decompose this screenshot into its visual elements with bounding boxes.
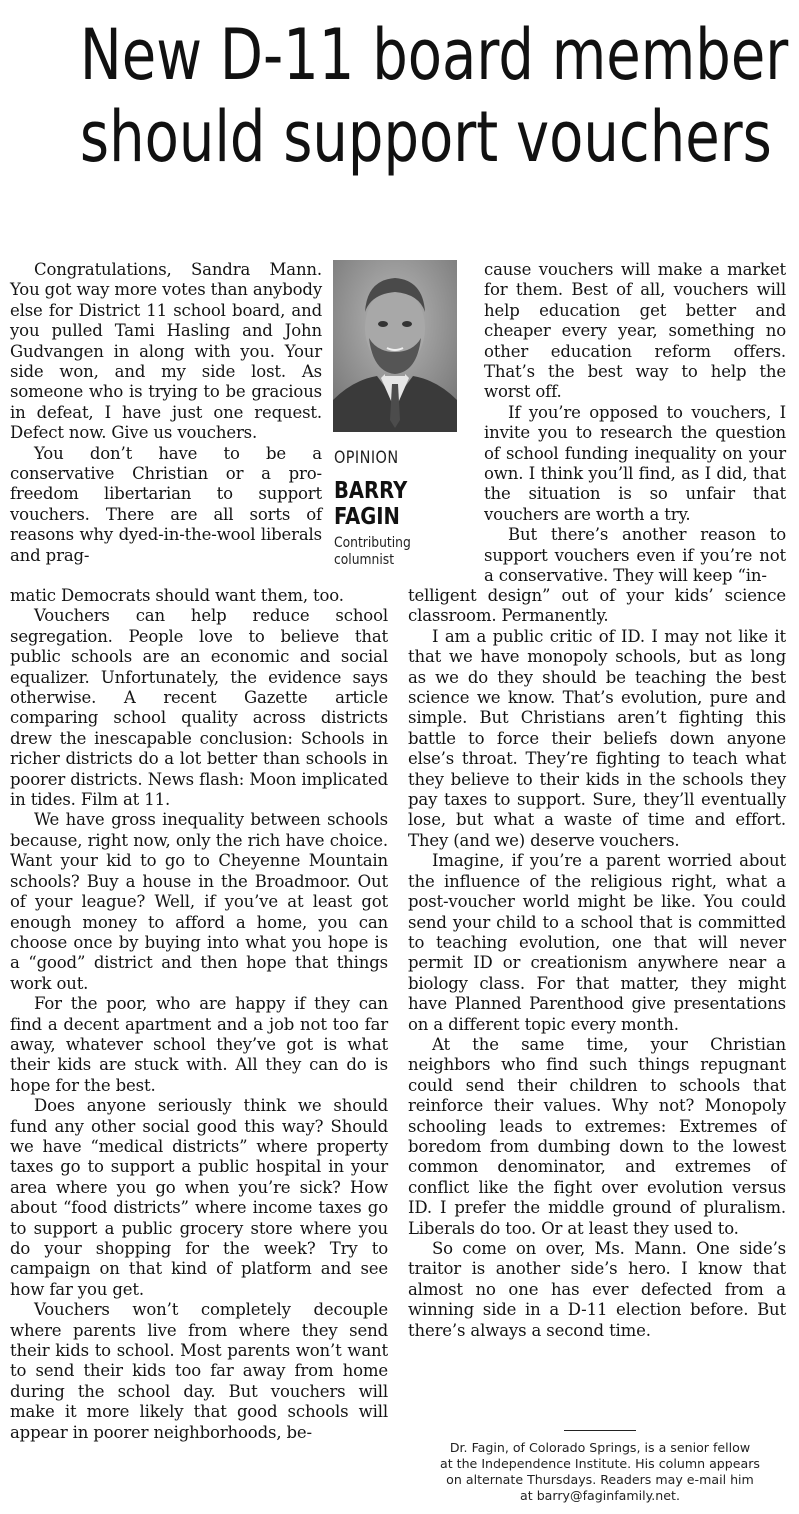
paragraph: Does anyone seriously think we should fund any other social good this way? Should we have “medical districts” where property taxes go to support a public hospital in your area where you go when you’re sick? How about “food districts” where income taxes go to support a public grocery store where you do your shopping for the week? Try to campaign on that kind of platform and see how far you get. — [10, 1096, 388, 1299]
author-first-name: BARRY — [334, 478, 408, 504]
paragraph: Vouchers won’t completely decouple where parents live from where they send their kids to school. Most parents won’t want to send their kids too far away from home during the school day. But vouchers will make it more likely that good schools will appear in poorer neighborhoods, be- — [10, 1300, 388, 1442]
paragraph: If you’re opposed to vouchers, I invite you to research the question of school funding inequality on your own. I think you’ll find, as I did, that the situation is so unfair that vouchers are worth a try. — [484, 402, 786, 524]
footer-line-4: at barry@faginfamily.net. — [520, 1488, 680, 1503]
paragraph: We have gross inequality between schools because, right now, only the rich have choice. Want your kid to go to Cheyenne Mountain schools? Buy a house in the Broadmoor. Out of your league? Well, if you’ve at least got enough money to afford a home, you can choose once by buying into what you hope is a “good” district and then hope that things work out. — [10, 810, 388, 993]
paragraph: Vouchers can help reduce school segregation. People love to believe that public schools are an economic and social equalizer. Unfortunately, the evidence says otherwise. A recent Gazette article comparing school quality across districts drew the inescapable conclusion: Schools in richer districts do a lot better than schools in poorer districts. News flash: Moon implicated in tides. Film at 11. — [10, 606, 388, 810]
column-a-bottom — [10, 586, 388, 1443]
paragraph: matic Democrats should want them, too. — [10, 586, 344, 605]
author-name — [334, 478, 453, 530]
paragraph: Congratulations, Sandra Mann. You got way more votes than anybody else for District 11 school board, and you pulled Tami Hasling and John Gudvangen in along with you. Your side won, and my side lost. As someone who is trying to be gracious in defeat, I have just one request. Defect now. Give us vouchers. — [10, 260, 322, 443]
headline-line-1: New D-11 board member — [79, 14, 789, 96]
paragraph: You don’t have to be a conservative Christian or a pro-freedom libertarian to support vouchers. There are all sorts of reasons why dyed-in-the-wool liberals and prag- — [10, 443, 322, 565]
column-b-top — [484, 260, 786, 587]
paragraph: telligent design” out of your kids’ science classroom. Permanently. — [408, 586, 786, 626]
paragraph: I am a public critic of ID. I may not like it that we have monopoly schools, but as long as we do they should be teaching the best science we know. That’s evolution, pure and simple. But Christians aren’t fighting this battle to force their beliefs down anyone else’s throat. They’re fighting to teach what they believe to their kids in the schools they pay taxes to support. Sure, they’ll eventually lose, but what a waste of time and effort. They (and we) deserve vouchers. — [408, 626, 786, 850]
column-a-top — [10, 260, 322, 566]
byline — [334, 448, 474, 569]
footer-divider — [564, 1430, 636, 1431]
paragraph: But there’s another reason to support vouchers even if you’re not a conservative. They will keep “in- — [484, 525, 786, 586]
headline-line-2: should support vouchers — [79, 96, 772, 178]
column-b-bottom — [408, 586, 786, 1341]
author-role-line-1: Contributing — [334, 535, 411, 551]
author-role-line-2: columnist — [334, 552, 395, 568]
paragraph: For the poor, who are happy if they can find a decent apartment and a job not too far away, whatever school they’ve got is what their kids are stuck with. All they can do is hope for the best. — [10, 994, 388, 1095]
author-role — [334, 535, 457, 569]
footer-line-3: on alternate Thursdays. Readers may e-mail him — [446, 1472, 754, 1487]
paragraph: So come on over, Ms. Mann. One side’s traitor is another side’s hero. I know that almost no one has ever defected from a winning side in a D-11 election before. But there’s always a second time. — [408, 1239, 786, 1340]
footer-line-1: Dr. Fagin, of Colorado Springs, is a senior fellow — [449, 1440, 751, 1455]
author-last-name: FAGIN — [334, 504, 400, 530]
columnist-portrait-photo — [333, 260, 457, 432]
footer-line-2: at the Independence Institute. His column appears — [439, 1456, 760, 1471]
byline-kicker: OPINION — [334, 448, 399, 468]
paragraph: Imagine, if you’re a parent worried about the influence of the religious right, what a post-voucher world might be like. You could send your child to a school that is committed to teaching evolution, one that will never permit ID or creationism anywhere near a biology class. For that matter, they might have Planned Parenthood give presentations on a different topic every month. — [408, 851, 786, 1034]
paragraph: At the same time, your Christian neighbors who find such things repugnant could send their children to schools that reinforce their values. Why not? Monopoly schooling leads to extremes: Extremes of boredom from dumbing down to the lowest common denominator, and extremes of conflict like the fight over evolution versus ID. I prefer the middle ground of pluralism. Liberals do too. Or at least they used to. — [408, 1034, 786, 1238]
author-footer-note — [420, 1440, 780, 1504]
portrait-icon — [333, 260, 457, 432]
paragraph: cause vouchers will make a market for them. Best of all, vouchers will help education get better and cheaper every year, something no other education reform offers. That’s the best way to help the worst off. — [484, 260, 786, 402]
headline — [79, 14, 789, 178]
